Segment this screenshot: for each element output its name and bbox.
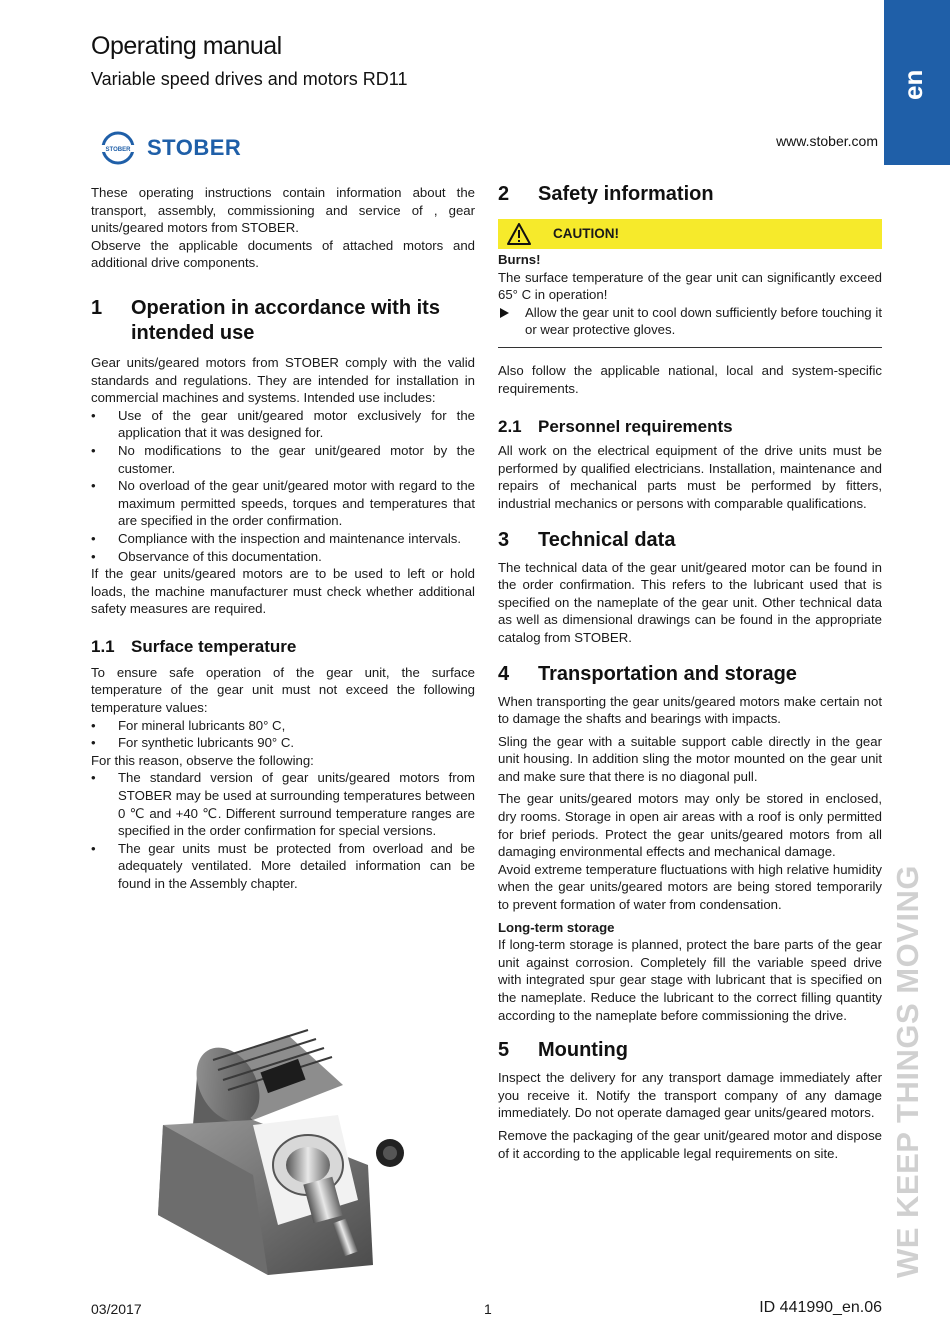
section-title: Transportation and storage — [538, 662, 797, 685]
list-item: • The standard version of gear units/geared motors from STOBER may be used at surrounding temperatures between 0 ℃ and +40 ℃. Different surround temperature ranges are specified in the order confirmation for special versions. — [91, 769, 475, 839]
body-paragraph: The gear units/geared motors may only be stored in enclosed, dry rooms. Storage in open air areas with a roof is only permitted for brief periods. Protect the gear units/geared motors from all damaging environmental effects and mechanical damage. — [498, 791, 882, 860]
section-number: 5 — [498, 1039, 510, 1062]
language-label: en — [898, 69, 928, 100]
body-paragraph: For this reason, observe the following: — [91, 752, 314, 768]
section-number: 3 — [498, 528, 510, 551]
list-item: • Observance of this documentation. — [91, 548, 475, 566]
document-subtitle: Variable speed drives and motors RD11 — [91, 69, 408, 89]
list-item: • No overload of the gear unit/geared motor with regard to the maximum permitted speeds, torques and temperatures that are specified in the order confirmation. — [91, 477, 475, 530]
intro-paragraph: Observe the applicable documents of attached motors and additional drive components. — [91, 237, 475, 271]
logo-mark-text: STOBER — [105, 147, 131, 153]
body-paragraph: Gear units/geared motors from STOBER comply with the valid standards and regulations. They are intended for installation in commercial machines and systems. Intended use includes: — [91, 354, 475, 406]
section-title: Surface temperature — [131, 636, 297, 656]
right-column — [498, 182, 882, 1162]
section-heading-4 — [498, 662, 882, 687]
body-paragraph: Avoid extreme temperature fluctuations with high relative humidity when the gear units/geared motors are being stored temporarily to prevent formation of water from condensation. — [498, 861, 882, 913]
action-arrow-icon — [500, 308, 509, 318]
page-number: 1 — [484, 1301, 492, 1317]
section-heading-2 — [498, 182, 882, 207]
stober-logo-icon — [101, 131, 135, 165]
body-paragraph: All work on the electrical equipment of the drive units must be performed by qualified electricians. Installation, maintenance and repairs of mechanical parts must be performed by fitters, industrial mechanics or persons with comparable qualifications. — [498, 443, 882, 511]
section-heading-1-1 — [91, 636, 475, 658]
list-item: • For synthetic lubricants 90° C. — [91, 734, 475, 752]
section-number: 4 — [498, 662, 510, 685]
sub-heading: Long-term storage — [498, 919, 615, 935]
section-number: 1.1 — [91, 636, 115, 656]
body-paragraph: Inspect the delivery for any transport damage immediately after you receive it. Notify the transport company of any damage immediately. Do not operate damaged gear units/geared motors. — [498, 1070, 882, 1121]
body-paragraph: Sling the gear with a suitable support cable directly in the gear unit housing. In addition sling the motor mounted on the gear unit and make sure that there is no diagonal pull. — [498, 733, 882, 784]
divider — [498, 347, 882, 348]
list-item: • For mineral lubricants 80° C, — [91, 717, 475, 735]
body-paragraph: When transporting the gear units/geared motors make certain not to damage the shafts and bearings with impacts. — [498, 693, 882, 727]
list-item: • The gear units must be protected from overload and be adequately ventilated. More detailed information can be found in the Assembly chapter. — [91, 840, 475, 893]
section-title: Mounting — [538, 1039, 628, 1062]
warning-triangle-icon — [507, 223, 531, 245]
body-paragraph: Also follow the applicable national, local and system-specific requirements. — [498, 362, 882, 396]
website-link[interactable]: www.stober.com — [776, 133, 878, 149]
section-heading-1 — [91, 296, 475, 346]
language-tab — [884, 0, 950, 165]
left-column — [91, 184, 475, 893]
list-item: • Compliance with the inspection and maintenance intervals. — [91, 530, 475, 548]
section-title: Personnel requirements — [538, 417, 733, 437]
safety-action — [498, 304, 882, 339]
body-paragraph: Remove the packaging of the gear unit/geared motor and dispose of it according to the applicable legal requirements on site. — [498, 1127, 882, 1161]
brand-slogan: WE KEEP THINGS MOVING — [890, 865, 925, 1278]
observe-list — [91, 769, 475, 892]
hazard-text: The surface temperature of the gear unit can significantly exceed 65° C in operation! — [498, 269, 882, 303]
action-text: Allow the gear unit to cool down sufficiently before touching it or wear protective gloves. — [525, 304, 882, 338]
body-paragraph: If the gear units/geared motors are to be used to left or hold loads, the machine manufacturer must check whether additional safety measures are required. — [91, 566, 475, 617]
section-title: Technical data — [538, 528, 676, 551]
section-title: Safety information — [538, 183, 714, 205]
hazard-title: Burns! — [498, 252, 541, 267]
section-heading-5 — [498, 1038, 882, 1063]
caution-label: CAUTION! — [553, 226, 619, 242]
body-paragraph: To ensure safe operation of the gear unit, the surface temperature of the gear unit must not exceed the following temperature values: — [91, 664, 475, 716]
caution-banner — [498, 219, 882, 249]
document-title: Operating manual — [91, 32, 282, 60]
geared-motor-photo — [158, 1025, 418, 1275]
list-item: • Use of the gear unit/geared motor exclusively for the application that it was designed for. — [91, 407, 475, 442]
list-item: • No modifications to the gear unit/geared motor by the customer. — [91, 442, 475, 477]
document-id: ID 441990_en.06 — [759, 1299, 882, 1316]
section-number: 2.1 — [498, 417, 522, 437]
body-paragraph: The technical data of the gear unit/geared motor can be found in the order confirmation. This refers to the lubricant used that is specified on the nameplate of the gear unit. Other technical data as well as dimensional drawings can be found in the appropriate catalog from STOBER. — [498, 559, 882, 645]
intended-use-list — [91, 407, 475, 565]
brand-name: STOBER — [147, 135, 242, 160]
section-title: Operation in accordance with its intended use — [131, 296, 440, 344]
footer-date: 03/2017 — [91, 1301, 142, 1317]
section-heading-2-1 — [498, 416, 882, 438]
intro-paragraph: These operating instructions contain information about the transport, assembly, commissioning and service of , gear units/geared motors from STOBER. — [91, 185, 475, 236]
section-number: 1 — [91, 296, 103, 319]
body-paragraph: If long-term storage is planned, protect the bare parts of the gear unit against corrosion. Completely fill the variable speed drive with integrated spur gear stage with lubricant that is specified on the nameplate. Reduce the lubricant to the correct filling quantity according to the nameplate before commissioning the drive. — [498, 937, 882, 1023]
temperature-list — [91, 717, 475, 752]
section-heading-3 — [498, 528, 882, 553]
section-number: 2 — [498, 183, 510, 205]
stober-logo — [101, 131, 261, 167]
